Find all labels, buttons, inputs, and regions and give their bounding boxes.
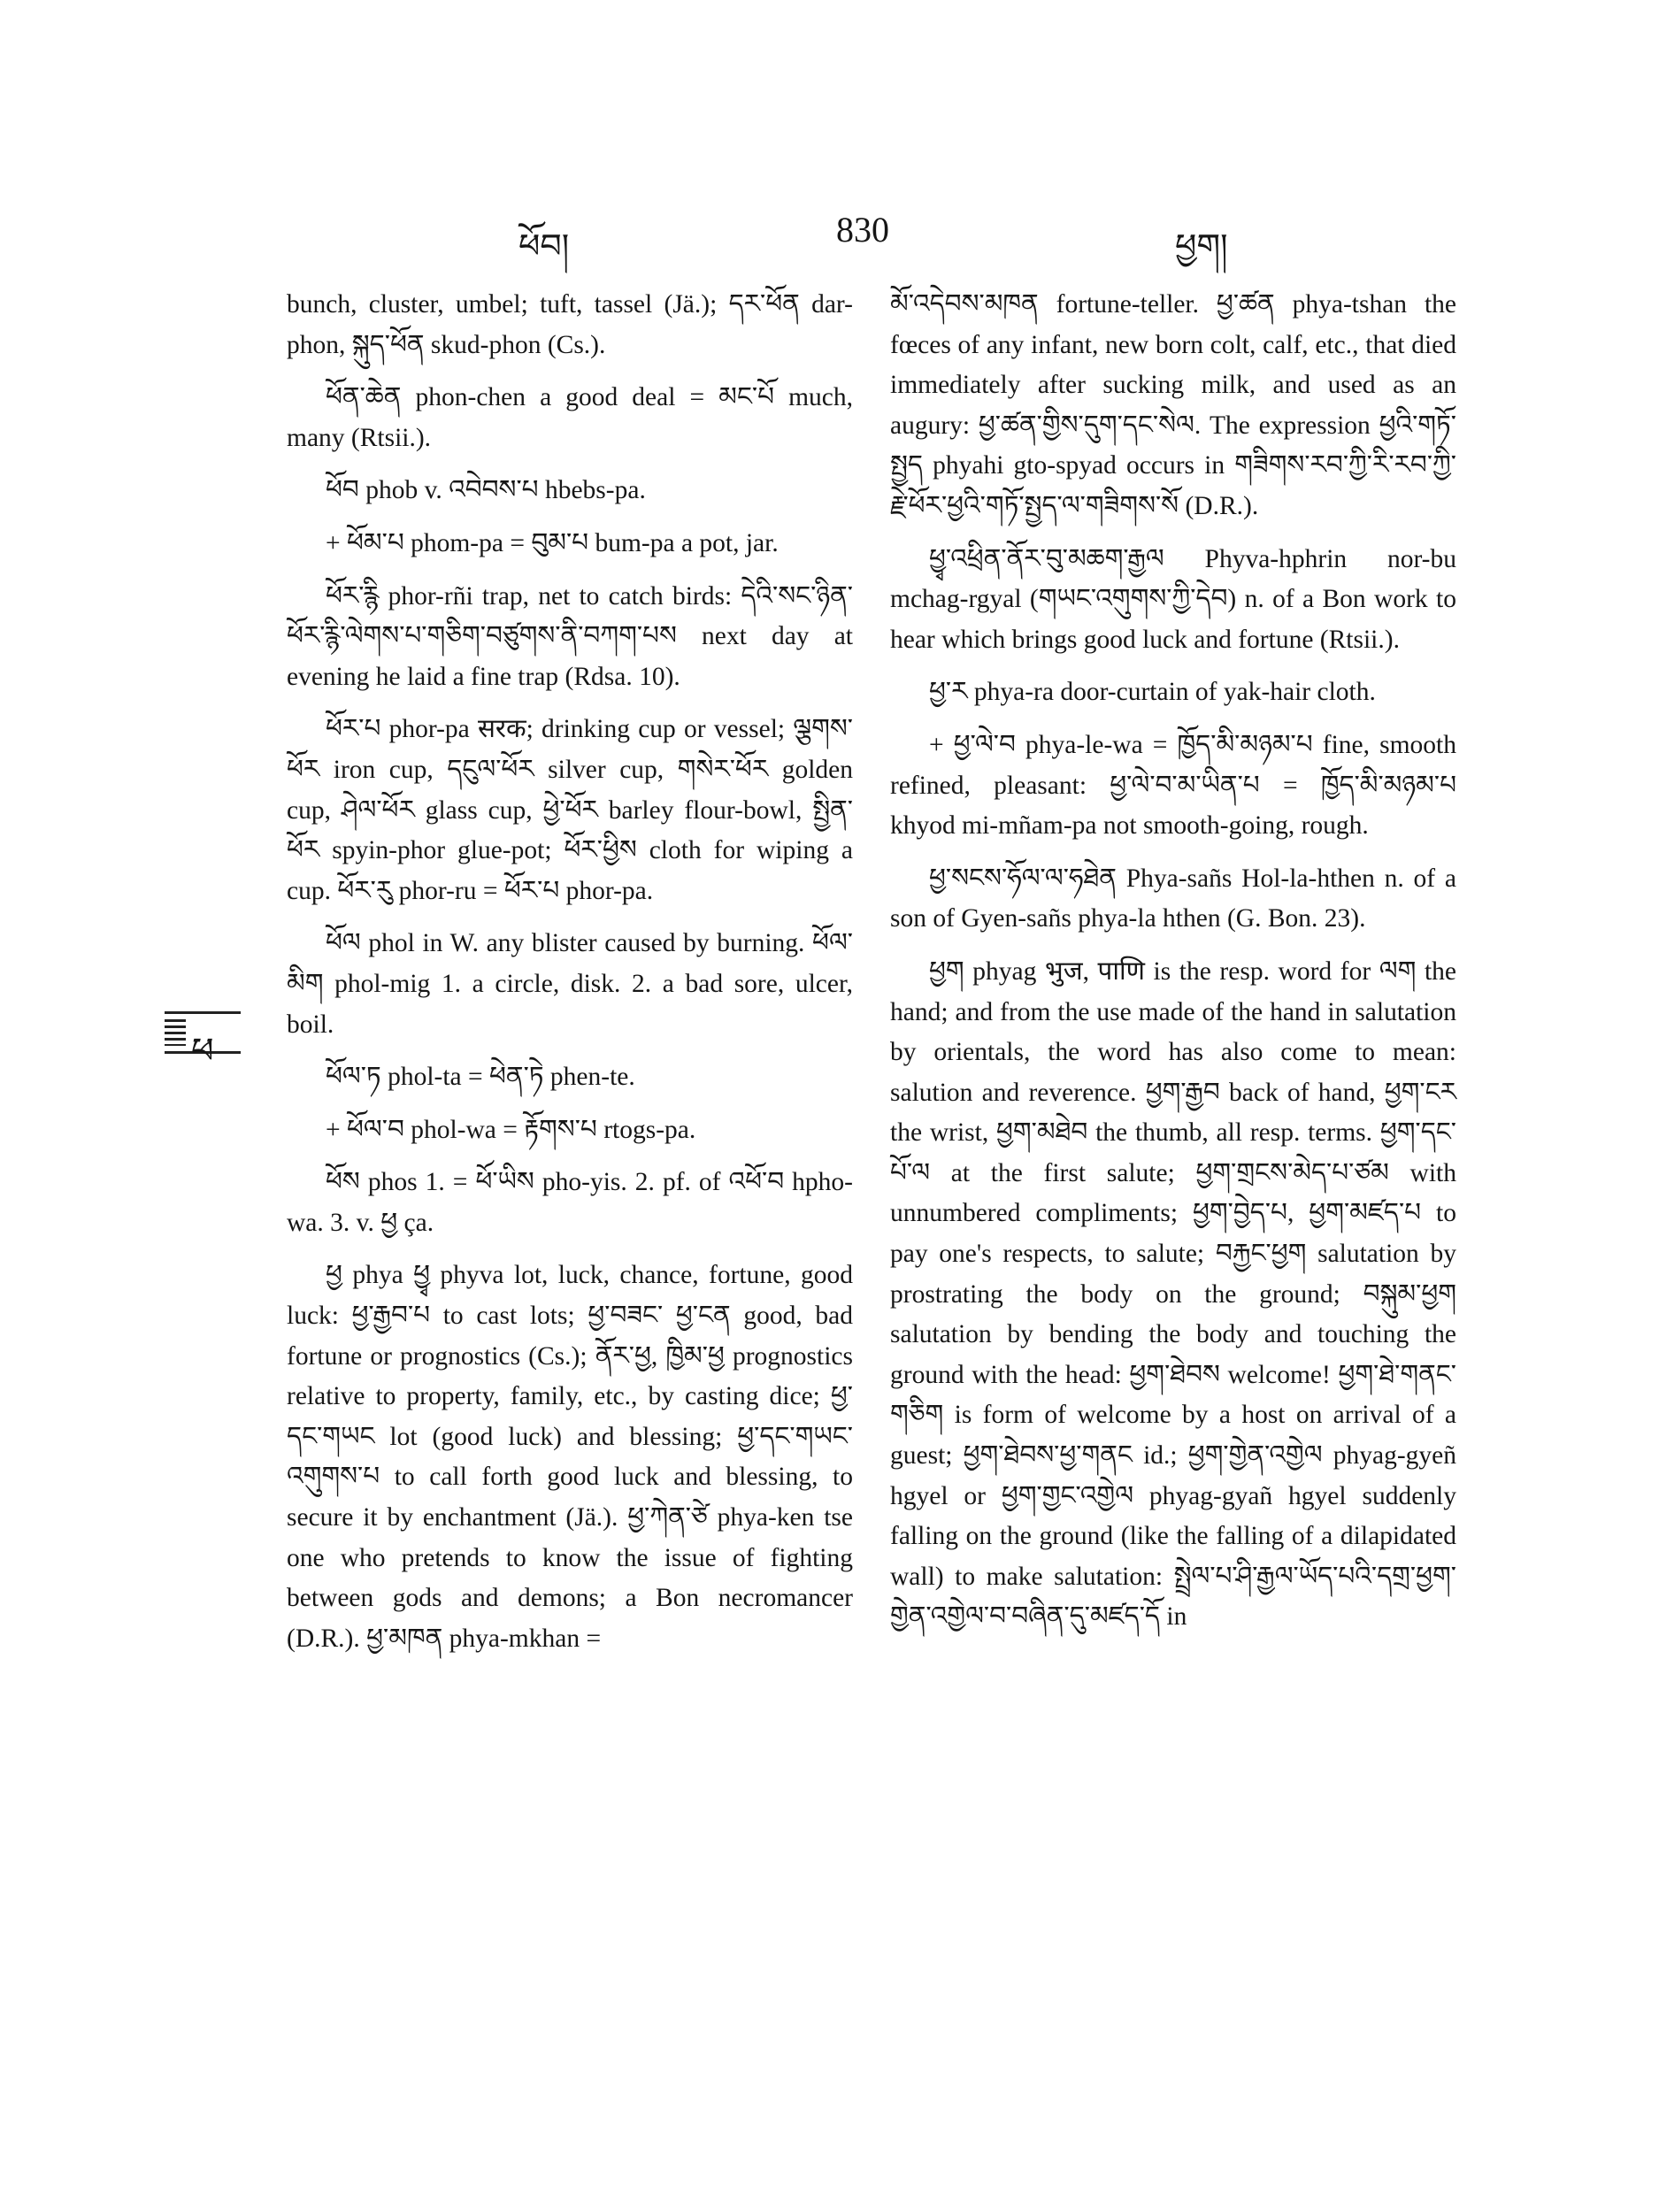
dictionary-entry: bunch, cluster, umbel; tuft, tassel (Jä.); དར་ཕོན dar-phon, སྐུད་ཕོན skud-phon (Cs.). <box>287 290 853 359</box>
dictionary-entry: + ཕོལ་བ phol-wa = རྟོགས་པ rtogs-pa. <box>326 1115 696 1144</box>
dictionary-entry: ཕོལ phol in W. any blister caused by burning. ཕོལ་མིག phol-mig 1. a circle, disk. 2. a bad sore, ulcer, boil. <box>287 929 853 1039</box>
dictionary-entry: མོ་འདེབས་མཁན fortune-teller. ཕྱ་ཚན phya-tshan the fœces of any infant, new born colt, calf, etc., that died immediately after sucking milk, and used as an augury: ཕྱ་ཚན་གྱིས་དུག་དང་སེལ. The expression ཕྱའི་གཏོ་སྤྱད phyahi gto-spyad occurs in གཟིགས་རབ་ཀྱི་རི་རབ་ཀྱི་རྗེ་ཕོར་ཕྱའི་གཏོ་སྤྱད་ལ་གཟིགས་སོ (D.R.). <box>890 290 1456 520</box>
running-head-left: ཕོབ། <box>518 227 570 265</box>
section-bars-icon <box>165 1019 186 1046</box>
running-head-right: ཕྱག། <box>1175 227 1228 265</box>
dictionary-entry: ཕོལ་ཏ phol-ta = ཕེན་ཏེ phen-te. <box>326 1063 635 1092</box>
dictionary-entry: ཕྱ་སངས་ཧོལ་ལ་ཧཐེན Phya-sañs Hol-la-hthen n. of a son of Gyen-sañs phya-la hthen (G. Bon. 23). <box>890 864 1456 933</box>
right-column <box>890 285 1456 1650</box>
dictionary-entry: ཕྱ་ར phya-ra door-curtain of yak-hair cloth. <box>929 678 1376 707</box>
section-marker-icon <box>165 1011 241 1071</box>
dictionary-entry: ཕྱག phyag भुज, पाणि is the resp. word for ལག the hand; and from the use made of the hand in salutation by orientals, the word has also come to mean: salution and reverence. ཕྱག་རྒྱབ back of hand, ཕྱག་ངར the wrist, ཕྱག་མཐེབ the thumb, all resp. terms. ཕྱག་དང་པོ་ལ at the first salute; ཕྱག་གྲངས་མེད་པ་ཙམ with unnumbered compliments; ཕྱག་བྱེད་པ, ཕྱག་མཛད་པ to pay one's respects, to salute; བརྐྱང་ཕྱག salutation by prostrating the body on the ground; བསྐུམ་ཕྱག salutation by bending the body and touching the ground with the head: ཕྱག་ཐེབས welcome! ཕྱག་ཐེ་གནང་གཅིག is form of welcome by a host on arrival of a guest; ཕྱག་ཐེབས་ཕྱ་གནང id.; ཕྱག་གྱེན་འགྱེལ phyag-gyeñ hgyel or ཕྱག་གྱང་འགྱེལ phyag-gyañ hgyel suddenly falling on the ground (like the falling of a dilapidated wall) to make salutation: སྤྲེལ་པ་ཤི་རྒྱལ་ཡོད་པའི་དགྲ་ཕྱག་གྱེན་འགྱེལ་བ་བཞིན་དུ་མཛད་དོ in <box>890 956 1456 1632</box>
dictionary-entry: ཕོར་རྙི phor-rñi trap, net to catch birds: དེའི་སང་ཉིན་ཕོར་རྙི་ལེགས་པ་གཅིག་བཙུགས་ནི་བཀག་པས next day at evening he laid a fine trap (Rdsa. 10). <box>287 581 853 691</box>
page-number: 830 <box>836 210 889 250</box>
dictionary-entry: ཕོར་པ phor-pa सरक; drinking cup or vessel; ལྕགས་ཕོར iron cup, དངུལ་ཕོར silver cup, གསེར་ཕོར golden cup, ཤེལ་ཕོར glass cup, ཕྱེ་ཕོར barley flour-bowl, སྤྱིན་ཕོར spyin-phor glue-pot; ཕོར་ཕྱིས cloth for wiping a cup. ཕོར་རུ phor-ru = ཕོར་པ phor-pa. <box>287 715 853 905</box>
dictionary-entry: ཕོབ phob v. འབེབས་པ hbebs-pa. <box>326 476 646 505</box>
dictionary-entry: ཕོན་ཆེན phon-chen a good deal = མང་པོ much, many (Rtsii.). <box>287 383 853 452</box>
dictionary-entry: + ཕྱ་ལེ་བ phya-le-wa = ཁྱོད་མི་མཉམ་པ fine, smooth refined, pleasant: ཕྱ་ལེ་བ་མ་ཡིན་པ = ཁྱོད་མི་མཉམ་པ khyod mi-mñam-pa not smooth-going, rough. <box>890 730 1456 841</box>
dictionary-entry: ཕྱ phya ཕྱྭ phyva lot, luck, chance, fortune, good luck: ཕྱ་རྒྱབ་པ to cast lots; ཕྱ་བཟང་ ཕྱ་ངན good, bad fortune or prognostics (Cs.); ནོར་ཕྱ, ཁྱིམ་ཕྱ prognostics relative to property, family, etc., by casting dice; ཕྱ་དང་གཡང lot (good luck) and blessing; ཕྱ་དང་གཡང་འགུགས་པ to call forth good luck and blessing, to secure it by enchantment (Jä.). ཕྱ་ཀེན་ཙེ phya-ken tse one who pretends to know the issue of fighting between gods and demons; a Bon necromancer (D.R.). ཕྱ་མཁན phya-mkhan = <box>287 1261 853 1653</box>
dictionary-entry: + ཕོམ་པ phom-pa = བུམ་པ bum-pa a pot, jar. <box>326 528 779 557</box>
left-column <box>287 285 853 1671</box>
dictionary-entry: ཕྱྭ་འཕྲིན་ནོར་བུ་མཆག་རྒྱལ Phyva-hphrin nor-bu mchag-rgyal (གཡང་འགུགས་ཀྱི་དེབ) n. of a Bon work to hear which brings good luck and fortune (Rtsii.). <box>890 544 1456 654</box>
dictionary-entry: ཕོས phos 1. = ཕོ་ཡིས pho-yis. 2. pf. of འཕོ་བ hpho-wa. 3. v. ཕྱ ça. <box>287 1168 853 1237</box>
section-marker-letter: ཕ <box>191 1031 214 1071</box>
